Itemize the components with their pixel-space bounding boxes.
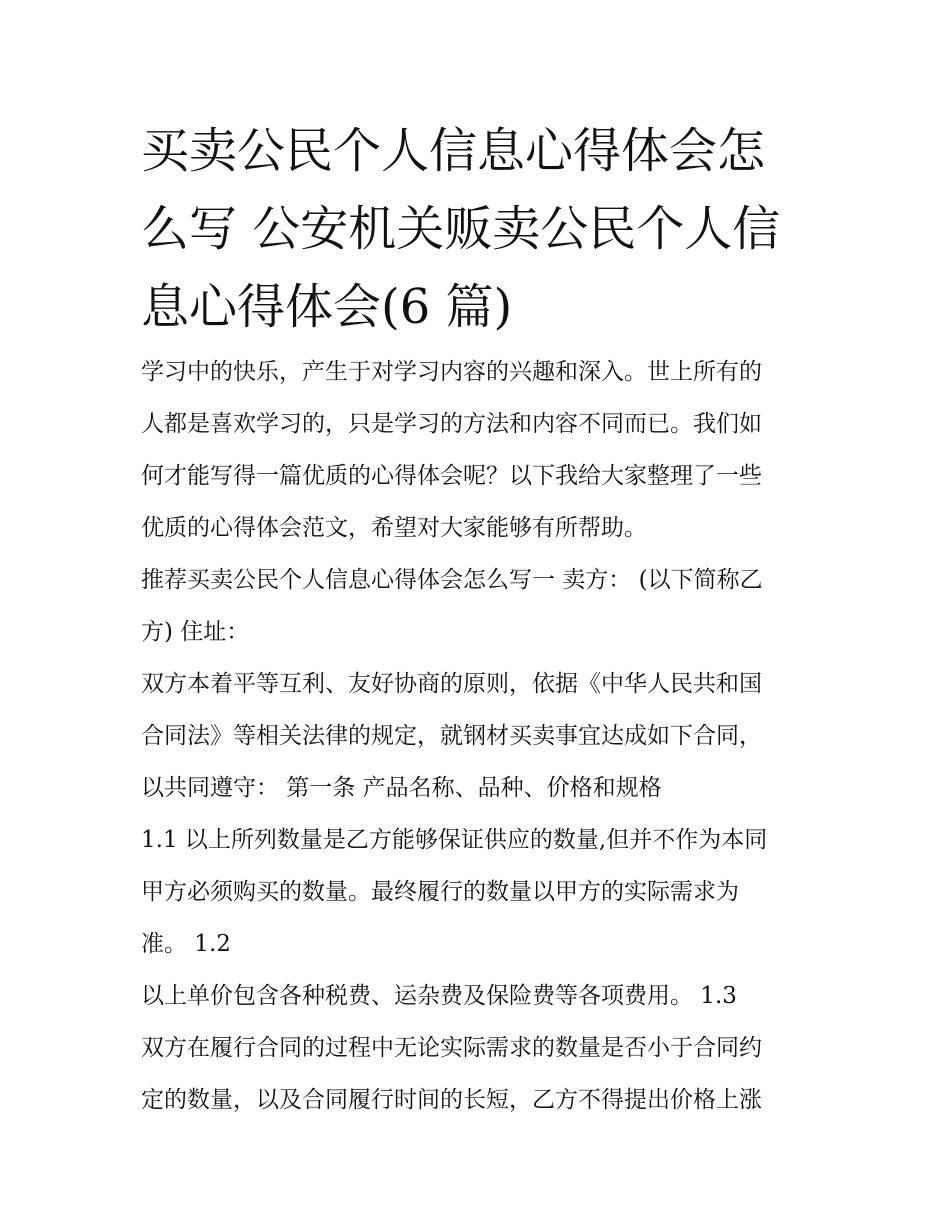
seller-paragraph bbox=[141, 554, 821, 658]
text-line: 优质的心得体会范文，希望对大家能够有所帮助。 bbox=[141, 515, 647, 541]
title-line: 买卖公民个人信息心得体会怎 bbox=[141, 123, 766, 179]
title-line: 息心得体会(6 篇) bbox=[141, 279, 513, 335]
principle-paragraph bbox=[141, 658, 821, 814]
text-line: 推荐买卖公民个人信息心得体会怎么写一 卖方： (以下简称乙 bbox=[141, 567, 763, 593]
text-line: 双方在履行合同的过程中无论实际需求的数量是否小于合同约 bbox=[141, 1035, 762, 1061]
text-line: 准。 1.2 bbox=[141, 931, 231, 957]
text-line: 合同法》等相关法律的规定，就钢材买卖事宜达成如下合同， bbox=[141, 723, 762, 749]
text-line: 学习中的快乐，产生于对学习内容的兴趣和深入。世上所有的 bbox=[141, 359, 762, 385]
text-line: 双方本着平等互利、友好协商的原则，依据《中华人民共和国 bbox=[141, 671, 762, 697]
document-title bbox=[141, 112, 821, 346]
title-line: 么写 公安机关贩卖公民个人信 bbox=[141, 201, 781, 257]
clause-1-3-paragraph bbox=[141, 1022, 821, 1126]
text-line: 甲方必须购买的数量。最终履行的数量以甲方的实际需求为 bbox=[141, 879, 739, 905]
text-line: 1.1 以上所列数量是乙方能够保证供应的数量,但并不作为本同 bbox=[141, 827, 768, 853]
clause-1-2-paragraph bbox=[141, 970, 821, 1022]
clause-1-1-paragraph bbox=[141, 814, 821, 970]
document-page bbox=[141, 112, 821, 1126]
text-line: 以上单价包含各种税费、运杂费及保险费等各项费用。 1.3 bbox=[141, 983, 737, 1009]
text-line: 定的数量，以及合同履行时间的长短，乙方不得提出价格上涨 bbox=[141, 1087, 762, 1113]
text-line: 何才能写得一篇优质的心得体会呢？以下我给大家整理了一些 bbox=[141, 463, 762, 489]
text-line: 方) 住址： bbox=[141, 619, 250, 645]
text-line: 以共同遵守： 第一条 产品名称、品种、价格和规格 bbox=[141, 775, 662, 801]
intro-paragraph bbox=[141, 346, 821, 554]
text-line: 人都是喜欢学习的，只是学习的方法和内容不同而已。我们如 bbox=[141, 411, 762, 437]
